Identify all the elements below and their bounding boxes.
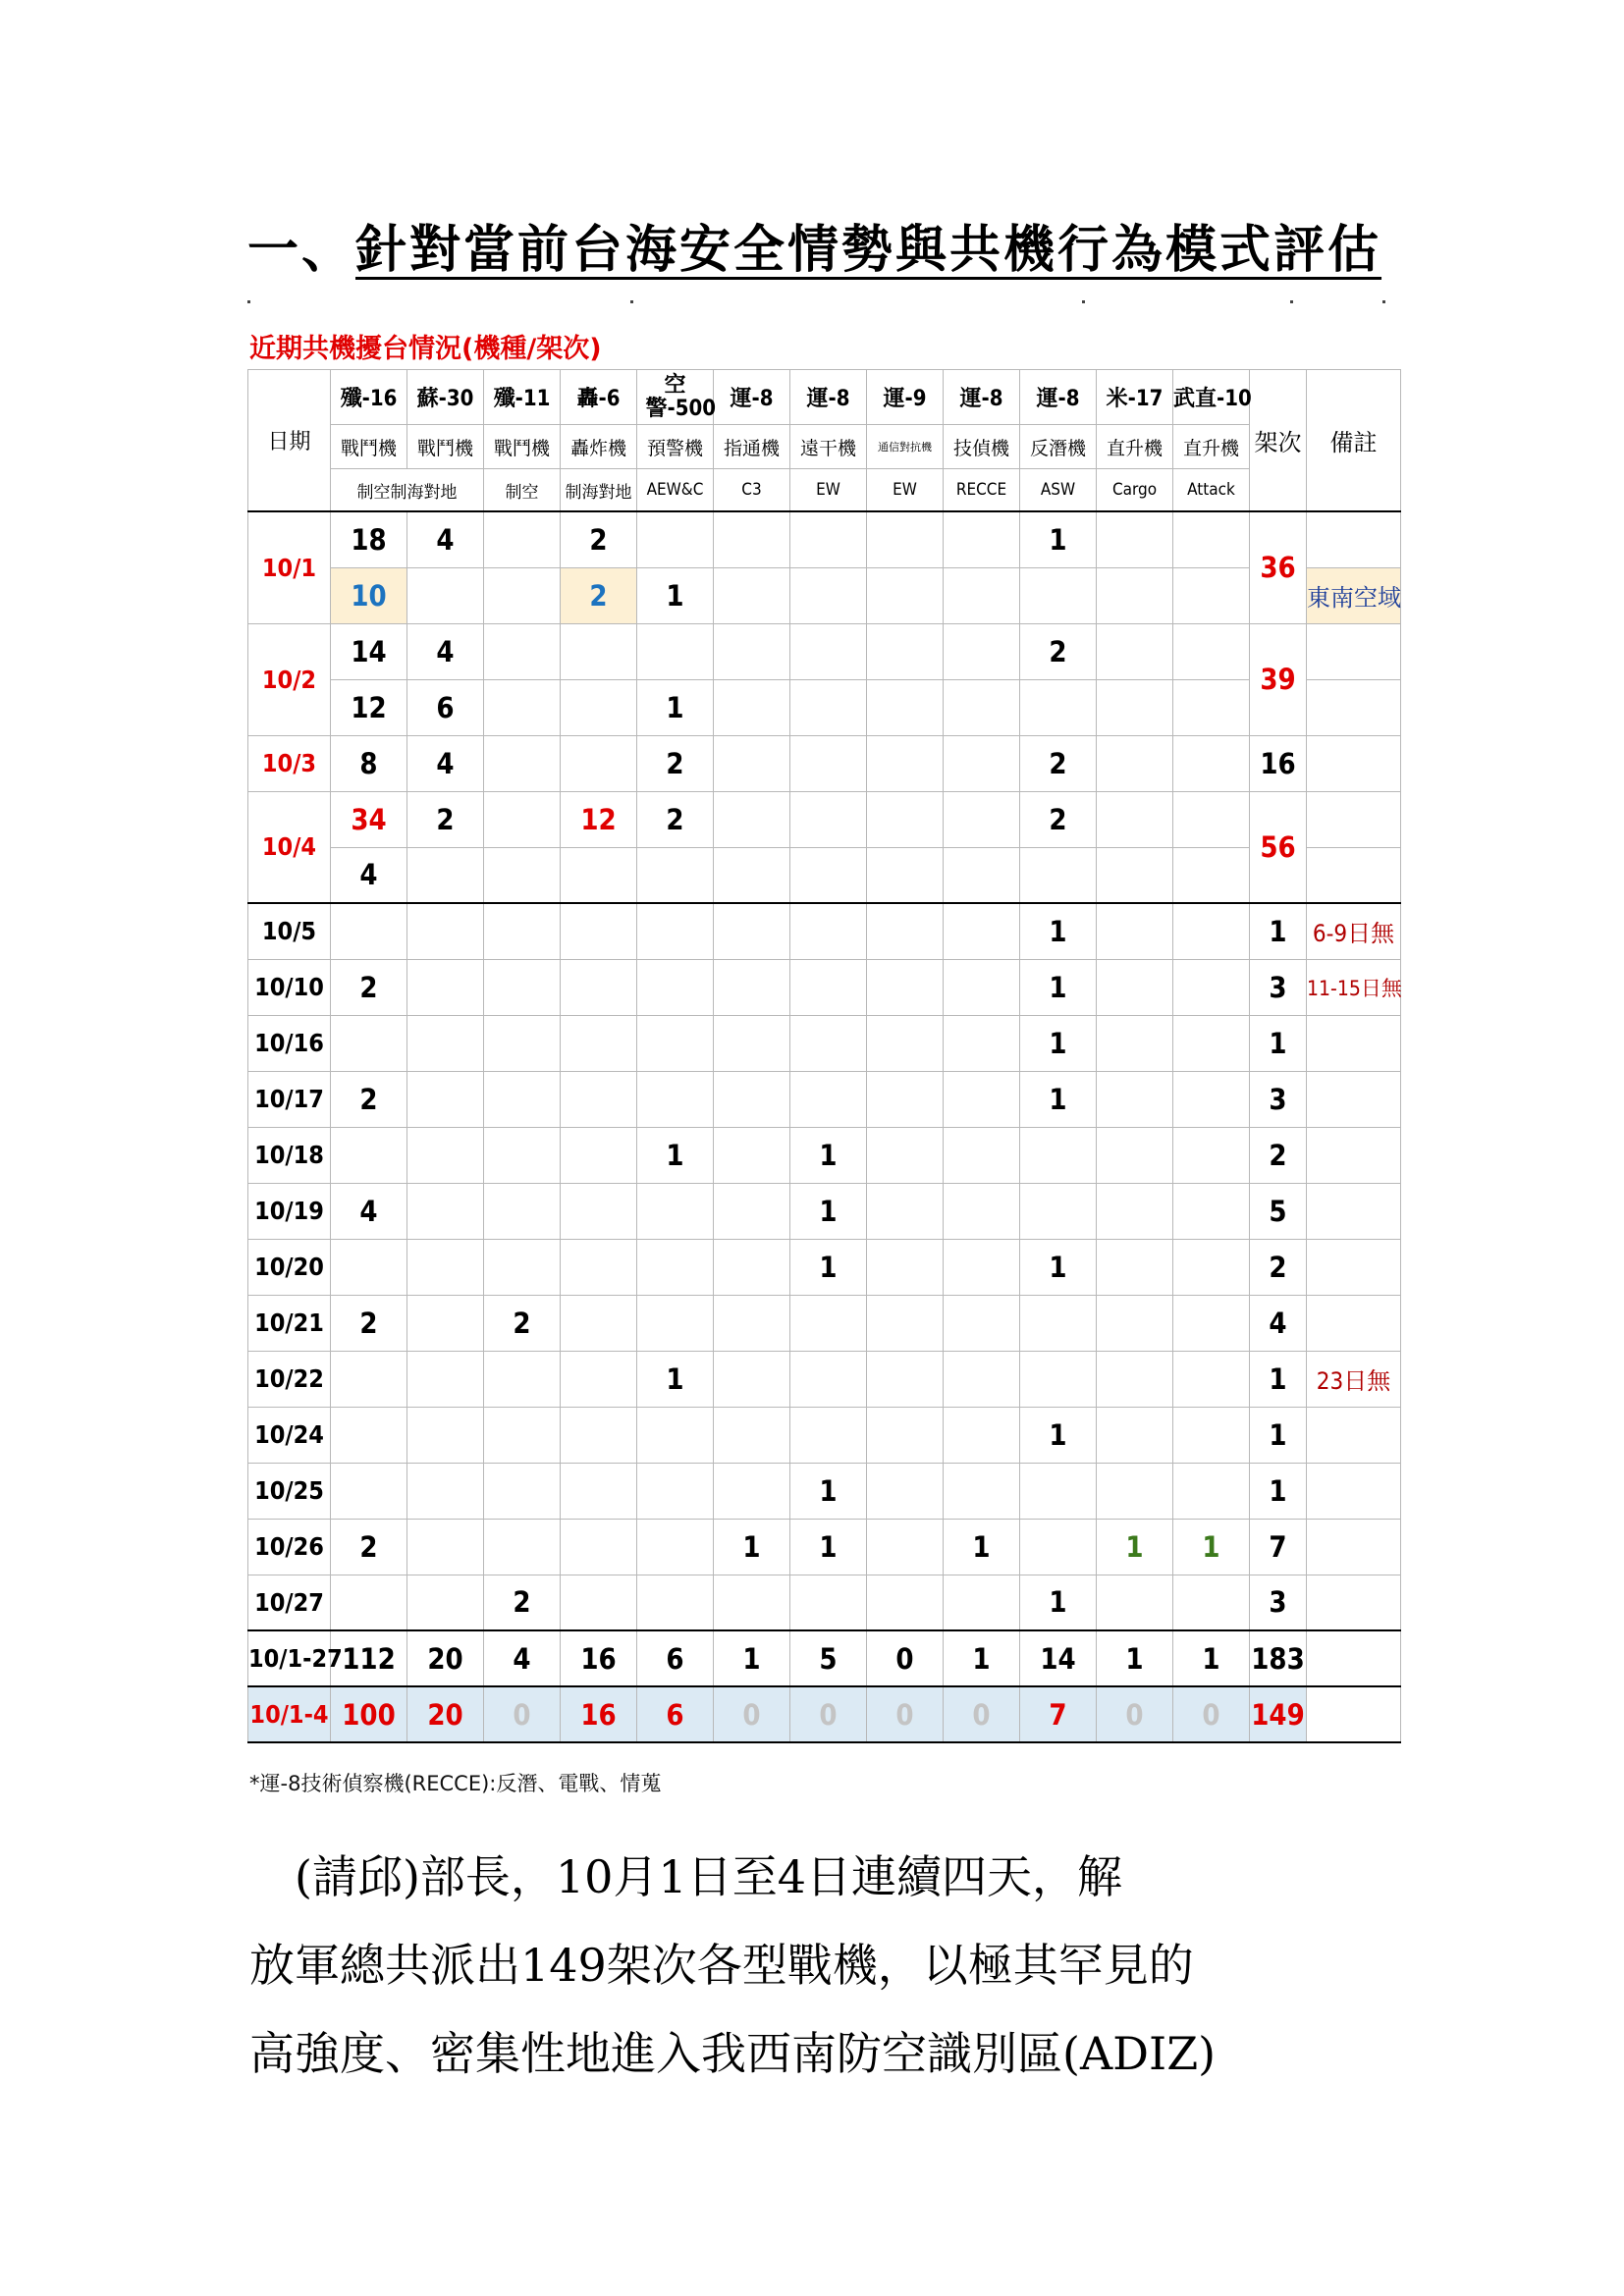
value-cell: 1 bbox=[1020, 903, 1097, 959]
value-cell: 2 bbox=[1020, 791, 1097, 847]
value-cell: 14 bbox=[331, 623, 407, 679]
value-cell: 1 bbox=[790, 1239, 867, 1295]
value-cell: 4 bbox=[331, 847, 407, 903]
total-cell: 2 bbox=[1250, 1239, 1307, 1295]
date-cell: 10/20 bbox=[248, 1239, 331, 1295]
value-cell: 4 bbox=[407, 623, 484, 679]
aircraft-role: 直升機 bbox=[1173, 425, 1250, 469]
value-cell: 2 bbox=[637, 735, 714, 791]
value-cell: 1 bbox=[714, 1630, 790, 1686]
value-cell: 1 bbox=[1173, 1630, 1250, 1686]
total-cell: 183 bbox=[1250, 1630, 1307, 1686]
date-cell: 10/1-27 bbox=[248, 1630, 331, 1686]
remark-cell: 6-9日無 bbox=[1307, 903, 1401, 959]
divider-dots bbox=[247, 300, 1386, 310]
aircraft-role: 轟炸機 bbox=[561, 425, 637, 469]
value-cell: 2 bbox=[561, 567, 637, 623]
total-cell: 3 bbox=[1250, 959, 1307, 1015]
date-cell: 10/16 bbox=[248, 1015, 331, 1071]
aircraft-role: 指通機 bbox=[714, 425, 790, 469]
value-cell: 2 bbox=[637, 791, 714, 847]
table-row bbox=[248, 1183, 1401, 1239]
total-cell: 149 bbox=[1250, 1686, 1307, 1742]
value-cell: 0 bbox=[867, 1630, 944, 1686]
total-row bbox=[248, 1686, 1401, 1742]
aircraft-code: AEW&C bbox=[637, 469, 714, 512]
total-row bbox=[248, 1630, 1401, 1686]
aircraft-type: 殲-16 bbox=[331, 370, 407, 425]
value-cell: 0 bbox=[790, 1686, 867, 1742]
total-cell: 7 bbox=[1250, 1519, 1307, 1575]
remark-cell: 11-15日無 bbox=[1307, 959, 1401, 1015]
table-row bbox=[248, 1071, 1401, 1127]
value-cell: 2 bbox=[331, 1519, 407, 1575]
aircraft-type: 武直-10 bbox=[1173, 370, 1250, 425]
value-cell: 1 bbox=[1020, 1071, 1097, 1127]
table-row bbox=[248, 1575, 1401, 1630]
table-footnote: *運-8技術偵察機(RECCE):反潛、電戰、情蒐 bbox=[249, 1772, 662, 1795]
paragraph-line: 高強度、密集性地進入我西南防空識別區(ADIZ) bbox=[249, 2027, 1217, 2080]
date-cell: 10/25 bbox=[248, 1463, 331, 1519]
total-cell: 3 bbox=[1250, 1071, 1307, 1127]
aircraft-role: 通信對抗機 bbox=[867, 425, 944, 469]
value-cell: 34 bbox=[331, 791, 407, 847]
date-cell: 10/19 bbox=[248, 1183, 331, 1239]
value-cell: 1 bbox=[790, 1127, 867, 1183]
value-cell: 16 bbox=[561, 1686, 637, 1742]
value-cell: 0 bbox=[714, 1686, 790, 1742]
aircraft-type: 運-8 bbox=[790, 370, 867, 425]
value-cell: 1 bbox=[1020, 959, 1097, 1015]
table-row bbox=[248, 623, 1401, 679]
date-cell: 10/24 bbox=[248, 1407, 331, 1463]
value-cell: 2 bbox=[331, 1295, 407, 1351]
value-cell: 14 bbox=[1020, 1630, 1097, 1686]
date-cell: 10/21 bbox=[248, 1295, 331, 1351]
value-cell: 6 bbox=[637, 1630, 714, 1686]
value-cell: 2 bbox=[331, 959, 407, 1015]
total-cell: 2 bbox=[1250, 1127, 1307, 1183]
value-cell: 0 bbox=[484, 1686, 561, 1742]
value-cell: 20 bbox=[407, 1686, 484, 1742]
value-cell: 4 bbox=[407, 511, 484, 567]
aircraft-type: 運-8 bbox=[1020, 370, 1097, 425]
aircraft-role: 遠干機 bbox=[790, 425, 867, 469]
table-row bbox=[248, 1127, 1401, 1183]
total-cell: 1 bbox=[1250, 1407, 1307, 1463]
table-row bbox=[248, 1351, 1401, 1407]
aircraft-code: EW bbox=[867, 469, 944, 512]
value-cell: 12 bbox=[561, 791, 637, 847]
aircraft-code: Attack bbox=[1173, 469, 1250, 512]
aircraft-role: 技偵機 bbox=[944, 425, 1020, 469]
value-cell: 2 bbox=[484, 1575, 561, 1630]
date-cell: 10/18 bbox=[248, 1127, 331, 1183]
value-cell: 4 bbox=[484, 1630, 561, 1686]
aircraft-type: 轟-6 bbox=[561, 370, 637, 425]
table-row bbox=[248, 735, 1401, 791]
aircraft-code: EW bbox=[790, 469, 867, 512]
value-cell: 12 bbox=[331, 679, 407, 735]
remark-cell: 東南空域 bbox=[1307, 567, 1401, 623]
total-cell: 1 bbox=[1250, 1463, 1307, 1519]
value-cell: 2 bbox=[484, 1295, 561, 1351]
value-cell: 1 bbox=[1020, 511, 1097, 567]
aircraft-role: 戰鬥機 bbox=[484, 425, 561, 469]
table-row bbox=[248, 1239, 1401, 1295]
total-cell: 36 bbox=[1250, 511, 1307, 623]
aircraft-role: 反潛機 bbox=[1020, 425, 1097, 469]
value-cell: 1 bbox=[1097, 1630, 1173, 1686]
total-cell: 39 bbox=[1250, 623, 1307, 735]
total-cell: 4 bbox=[1250, 1295, 1307, 1351]
value-cell: 1 bbox=[1020, 1575, 1097, 1630]
value-cell: 6 bbox=[637, 1686, 714, 1742]
total-cell: 5 bbox=[1250, 1183, 1307, 1239]
fighter-code: 制空制海對地 bbox=[331, 469, 484, 512]
value-cell: 1 bbox=[790, 1519, 867, 1575]
value-cell: 1 bbox=[1020, 1015, 1097, 1071]
date-cell: 10/1-4 bbox=[248, 1686, 331, 1742]
table-row bbox=[248, 959, 1401, 1015]
value-cell: 16 bbox=[561, 1630, 637, 1686]
total-cell: 16 bbox=[1250, 735, 1307, 791]
table-row bbox=[248, 567, 1401, 623]
page-title bbox=[247, 208, 1381, 282]
table-row bbox=[248, 679, 1401, 735]
aircraft-code: Cargo bbox=[1097, 469, 1173, 512]
value-cell: 1 bbox=[1020, 1407, 1097, 1463]
date-cell: 10/27 bbox=[248, 1575, 331, 1630]
date-cell: 10/22 bbox=[248, 1351, 331, 1407]
value-cell: 1 bbox=[944, 1630, 1020, 1686]
value-cell: 112 bbox=[331, 1630, 407, 1686]
value-cell: 1 bbox=[637, 1127, 714, 1183]
value-cell: 1 bbox=[637, 567, 714, 623]
aircraft-type: 米-17 bbox=[1097, 370, 1173, 425]
table-row bbox=[248, 1463, 1401, 1519]
total-cell: 1 bbox=[1250, 1015, 1307, 1071]
header-sorties: 架次 bbox=[1250, 370, 1307, 512]
total-cell: 56 bbox=[1250, 791, 1307, 903]
aircraft-role: 戰鬥機 bbox=[407, 425, 484, 469]
sorties-table bbox=[247, 369, 1401, 1743]
table-row bbox=[248, 1407, 1401, 1463]
table-row bbox=[248, 847, 1401, 903]
value-cell: 2 bbox=[1020, 735, 1097, 791]
aircraft-code: 制空 bbox=[484, 469, 561, 512]
paragraph-line: 放軍總共派出149架次各型戰機，以極其罕見的 bbox=[249, 1939, 1194, 1992]
table-header bbox=[248, 370, 1401, 512]
value-cell: 2 bbox=[407, 791, 484, 847]
aircraft-type: 空警-500 bbox=[637, 370, 714, 425]
value-cell: 1 bbox=[637, 679, 714, 735]
aircraft-type: 運-8 bbox=[714, 370, 790, 425]
date-cell: 10/5 bbox=[248, 903, 331, 959]
header-remarks: 備註 bbox=[1307, 370, 1401, 512]
value-cell: 100 bbox=[331, 1686, 407, 1742]
value-cell: 1 bbox=[944, 1519, 1020, 1575]
aircraft-type: 蘇-30 bbox=[407, 370, 484, 425]
value-cell: 20 bbox=[407, 1630, 484, 1686]
aircraft-role: 直升機 bbox=[1097, 425, 1173, 469]
date-cell: 10/26 bbox=[248, 1519, 331, 1575]
date-cell: 10/4 bbox=[248, 791, 331, 903]
aircraft-code: ASW bbox=[1020, 469, 1097, 512]
value-cell: 7 bbox=[1020, 1686, 1097, 1742]
value-cell: 5 bbox=[790, 1630, 867, 1686]
date-cell: 10/17 bbox=[248, 1071, 331, 1127]
remark-cell: 23日無 bbox=[1307, 1351, 1401, 1407]
table-row bbox=[248, 1015, 1401, 1071]
date-cell: 10/1 bbox=[248, 511, 331, 623]
value-cell: 1 bbox=[790, 1463, 867, 1519]
table-row bbox=[248, 903, 1401, 959]
total-cell: 3 bbox=[1250, 1575, 1307, 1630]
aircraft-role: 戰鬥機 bbox=[331, 425, 407, 469]
value-cell: 0 bbox=[1173, 1686, 1250, 1742]
date-cell: 10/10 bbox=[248, 959, 331, 1015]
value-cell: 4 bbox=[331, 1183, 407, 1239]
table-body bbox=[248, 511, 1401, 1742]
aircraft-type: 運-9 bbox=[867, 370, 944, 425]
value-cell: 1 bbox=[1020, 1239, 1097, 1295]
value-cell: 18 bbox=[331, 511, 407, 567]
table-row bbox=[248, 1519, 1401, 1575]
value-cell: 2 bbox=[1020, 623, 1097, 679]
aircraft-role: 預警機 bbox=[637, 425, 714, 469]
value-cell: 0 bbox=[867, 1686, 944, 1742]
value-cell: 2 bbox=[331, 1071, 407, 1127]
value-cell: 0 bbox=[1097, 1686, 1173, 1742]
table-row bbox=[248, 1295, 1401, 1351]
date-cell: 10/2 bbox=[248, 623, 331, 735]
value-cell: 1 bbox=[637, 1351, 714, 1407]
paragraph-line: (請邱)部長，10月1日至4日連續四天，解 bbox=[249, 1850, 1122, 1903]
total-cell: 1 bbox=[1250, 903, 1307, 959]
value-cell: 8 bbox=[331, 735, 407, 791]
date-cell: 10/3 bbox=[248, 735, 331, 791]
aircraft-code: 制海對地 bbox=[561, 469, 637, 512]
title-prefix: 一、 bbox=[247, 220, 356, 280]
aircraft-type: 殲-11 bbox=[484, 370, 561, 425]
value-cell: 10 bbox=[331, 567, 407, 623]
aircraft-code: C3 bbox=[714, 469, 790, 512]
table-caption: 近期共機擾台情況(機種/架次) bbox=[249, 334, 602, 364]
table-row bbox=[248, 791, 1401, 847]
aircraft-type: 運-8 bbox=[944, 370, 1020, 425]
value-cell: 4 bbox=[407, 735, 484, 791]
header-date: 日期 bbox=[248, 370, 331, 512]
total-cell: 1 bbox=[1250, 1351, 1307, 1407]
value-cell: 2 bbox=[561, 511, 637, 567]
value-cell: 6 bbox=[407, 679, 484, 735]
value-cell: 1 bbox=[714, 1519, 790, 1575]
value-cell: 1 bbox=[1097, 1519, 1173, 1575]
value-cell: 1 bbox=[1173, 1519, 1250, 1575]
aircraft-code: RECCE bbox=[944, 469, 1020, 512]
title-text: 針對當前台海安全情勢與共機行為模式評估 bbox=[355, 220, 1382, 280]
value-cell: 1 bbox=[790, 1183, 867, 1239]
value-cell: 0 bbox=[944, 1686, 1020, 1742]
table-row bbox=[248, 511, 1401, 567]
